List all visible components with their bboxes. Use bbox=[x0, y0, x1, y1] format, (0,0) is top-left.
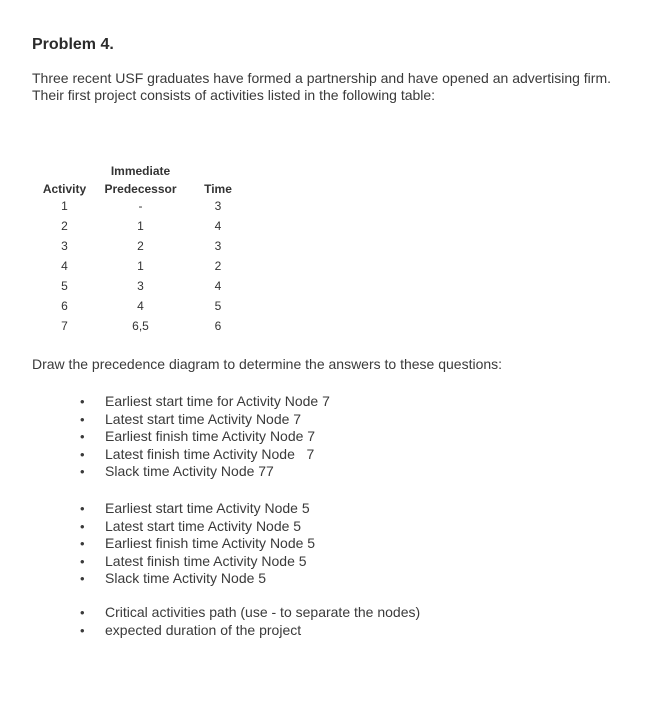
cell-predecessor: 6,5 bbox=[132, 319, 149, 333]
questions-critical-list bbox=[80, 604, 420, 639]
list-item-text: Latest start time Activity Node 5 bbox=[105, 517, 302, 534]
table-header-row-1 bbox=[37, 160, 247, 178]
bullet-icon: • bbox=[80, 571, 85, 586]
header-empty-cell bbox=[37, 160, 92, 178]
list-item bbox=[80, 518, 315, 536]
bullet-icon: • bbox=[80, 501, 85, 516]
instruction-text: Draw the precedence diagram to determine the answers to these questions: bbox=[32, 356, 503, 372]
table-header-row-2 bbox=[37, 178, 247, 196]
list-item bbox=[80, 535, 315, 553]
list-item-text: Critical activities path (use - to separate the nodes) bbox=[105, 604, 421, 620]
cell-predecessor: 3 bbox=[137, 279, 144, 293]
list-item-text: Slack time Activity Node 5 bbox=[105, 570, 267, 586]
bullet-icon: • bbox=[80, 553, 85, 569]
list-item bbox=[80, 570, 315, 588]
header-predecessor-line1: Immediate bbox=[110, 164, 171, 178]
bullet-icon: • bbox=[80, 411, 85, 427]
header-empty-cell bbox=[189, 160, 247, 178]
cell-activity: 4 bbox=[61, 259, 68, 273]
cell-time: 6 bbox=[214, 319, 222, 333]
activity-table bbox=[37, 160, 247, 336]
list-item-text: expected duration of the project bbox=[105, 621, 302, 638]
problem-intro: Three recent USF graduates have formed a partnership and have opened an advertising firm. Their first project consists of activities listed in the following table: bbox=[32, 70, 611, 103]
header-time: Time bbox=[204, 182, 232, 196]
bullet-icon: • bbox=[80, 394, 85, 409]
list-item-text: Earliest finish time Activity Node 5 bbox=[105, 535, 316, 551]
table-row bbox=[37, 256, 247, 276]
cell-predecessor: 2 bbox=[137, 239, 144, 253]
cell-activity: 6 bbox=[61, 299, 68, 313]
table-row bbox=[37, 296, 247, 316]
cell-time: 5 bbox=[214, 299, 222, 313]
list-item-text: Slack time Activity Node 77 bbox=[105, 463, 274, 479]
cell-activity: 1 bbox=[61, 199, 68, 213]
bullet-icon: • bbox=[80, 464, 85, 479]
cell-predecessor: - bbox=[138, 199, 143, 213]
list-item-text: Latest start time Activity Node 7 bbox=[105, 410, 302, 427]
cell-activity: 2 bbox=[61, 219, 68, 233]
bullet-icon: • bbox=[80, 536, 85, 551]
table-row bbox=[37, 236, 247, 256]
problem-title: Problem 4. bbox=[32, 36, 114, 53]
table-body bbox=[37, 196, 247, 336]
questions-node7-list bbox=[80, 393, 330, 481]
bullet-icon: • bbox=[80, 429, 85, 444]
list-item-text: Latest finish time Activity Node 7 bbox=[105, 445, 315, 462]
list-item-text: Earliest start time Activity Node 5 bbox=[105, 500, 310, 516]
list-item bbox=[80, 393, 330, 411]
list-item bbox=[80, 500, 315, 518]
list-item bbox=[80, 553, 315, 571]
list-item bbox=[80, 428, 330, 446]
table-row bbox=[37, 196, 247, 216]
cell-time: 4 bbox=[214, 219, 222, 233]
cell-activity: 3 bbox=[61, 239, 68, 253]
cell-time: 3 bbox=[214, 199, 222, 213]
table-row bbox=[37, 276, 247, 296]
list-item bbox=[80, 411, 330, 429]
list-item-text: Earliest finish time Activity Node 7 bbox=[105, 428, 316, 444]
list-item bbox=[80, 463, 330, 481]
table-row bbox=[37, 316, 247, 336]
questions-node5-list bbox=[80, 500, 315, 588]
cell-time: 3 bbox=[214, 239, 222, 253]
header-activity: Activity bbox=[42, 182, 87, 196]
bullet-icon: • bbox=[80, 446, 85, 462]
list-item bbox=[80, 446, 330, 464]
header-predecessor-line2: Predecessor bbox=[104, 182, 177, 196]
table-row bbox=[37, 216, 247, 236]
list-item-text: Earliest start time for Activity Node 7 bbox=[105, 393, 330, 409]
cell-activity: 5 bbox=[61, 279, 68, 293]
cell-time: 4 bbox=[214, 279, 222, 293]
list-item bbox=[80, 604, 420, 622]
cell-predecessor: 4 bbox=[137, 299, 144, 313]
bullet-icon: • bbox=[80, 605, 85, 620]
cell-activity: 7 bbox=[61, 319, 68, 333]
cell-predecessor: 1 bbox=[137, 259, 144, 273]
cell-time: 2 bbox=[214, 259, 222, 273]
list-item bbox=[80, 622, 420, 640]
list-item-text: Latest finish time Activity Node 5 bbox=[105, 552, 307, 569]
cell-predecessor: 1 bbox=[137, 219, 144, 233]
bullet-icon: • bbox=[80, 622, 85, 638]
bullet-icon: • bbox=[80, 518, 85, 534]
